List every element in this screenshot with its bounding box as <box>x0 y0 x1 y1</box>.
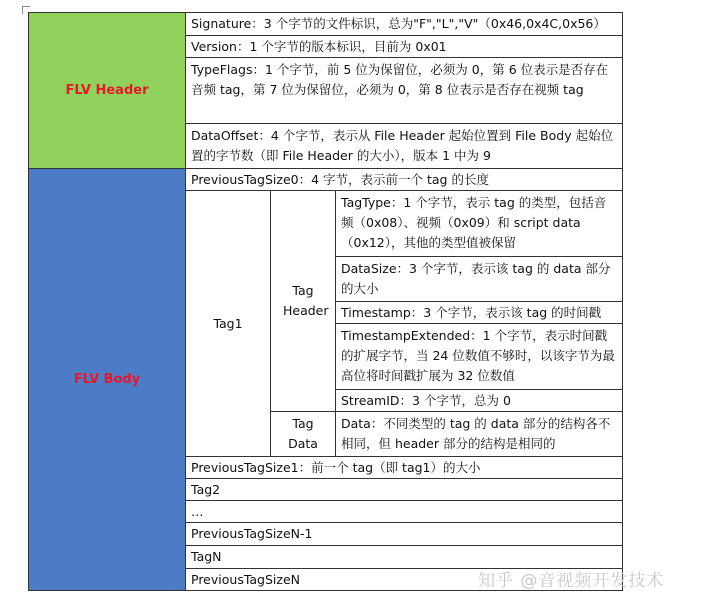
tag-data-row: Data：不同类型的 tag 的 data 部分的结构各不相同，但 header 部分的结构是相同的 <box>335 411 623 457</box>
tag-header-row-streamid: StreamID：3 个字节，总为 0 <box>335 389 623 412</box>
tag-header-cell <box>270 190 336 412</box>
flv-body-label: FLV Body <box>73 371 141 387</box>
header-row-dataoffset: DataOffset：4 个字节，表示从 File Header 起始位置到 File Body 起始位置的字节数（即 File Header 的大小），版本 1 中为 9 <box>185 123 623 169</box>
header-row-typeflags: TypeFlags：1 个字节，前 5 位为保留位，必须为 0，第 6 位表示是否存在音频 tag，第 7 位为保留位，必须为 0，第 8 位表示是否存在视频 tag <box>185 57 623 124</box>
tail-row-prev-tag-size-n: PreviousTagSizeN <box>185 568 623 591</box>
tag1-label: Tag1 <box>213 315 243 331</box>
header-row-version: Version：1 个字节的版本标识，目前为 0x01 <box>185 35 623 58</box>
header-row-signature: Signature：3 个字节的文件标识，总为"F","L","V"（0x46,0x4C,0x56） <box>185 12 623 36</box>
tag-header-row-tagtype: TagType：1 个字节，表示 tag 的类型，包括音频（0x08）、视频（0x09）和 script data（0x12），其他的类型值被保留 <box>335 190 623 257</box>
tag-header-row-timestamp: Timestamp：3 个字节，表示该 tag 的时间戳 <box>335 301 623 324</box>
tail-row-prev-tag-size1: PreviousTagSize1：前一个 tag（即 tag1）的大小 <box>185 456 623 479</box>
tag-header-label: Tag Header <box>283 283 329 318</box>
tag-header-row-datasize: DataSize：3 个字节，表示该 tag 的 data 部分的大小 <box>335 256 623 302</box>
tag1-cell <box>185 190 271 457</box>
flv-header-section <box>28 12 186 169</box>
tag-data-cell <box>270 411 336 457</box>
flv-body-section <box>28 168 186 591</box>
tail-row-tag-n: TagN <box>185 545 623 569</box>
tag-header-row-timestamp-extended: TimestampExtended：1 个字节，表示时间戳的扩展字节，当 24 位数值不够时，以该字节为最高位将时间戳扩展为 32 位数值 <box>335 323 623 390</box>
tail-row-prev-tag-size-n-1: PreviousTagSizeN-1 <box>185 522 623 546</box>
tail-row-ellipsis: … <box>185 500 623 523</box>
flv-header-label: FLV Header <box>65 82 149 98</box>
tail-row-tag2: Tag2 <box>185 478 623 501</box>
watermark-text: 知乎 @音视频开发技术 <box>478 571 665 591</box>
tag-data-label: Tag Data <box>288 416 318 451</box>
body-row-prev-tag-size0: PreviousTagSize0：4 字节，表示前一个 tag 的长度 <box>185 168 623 191</box>
